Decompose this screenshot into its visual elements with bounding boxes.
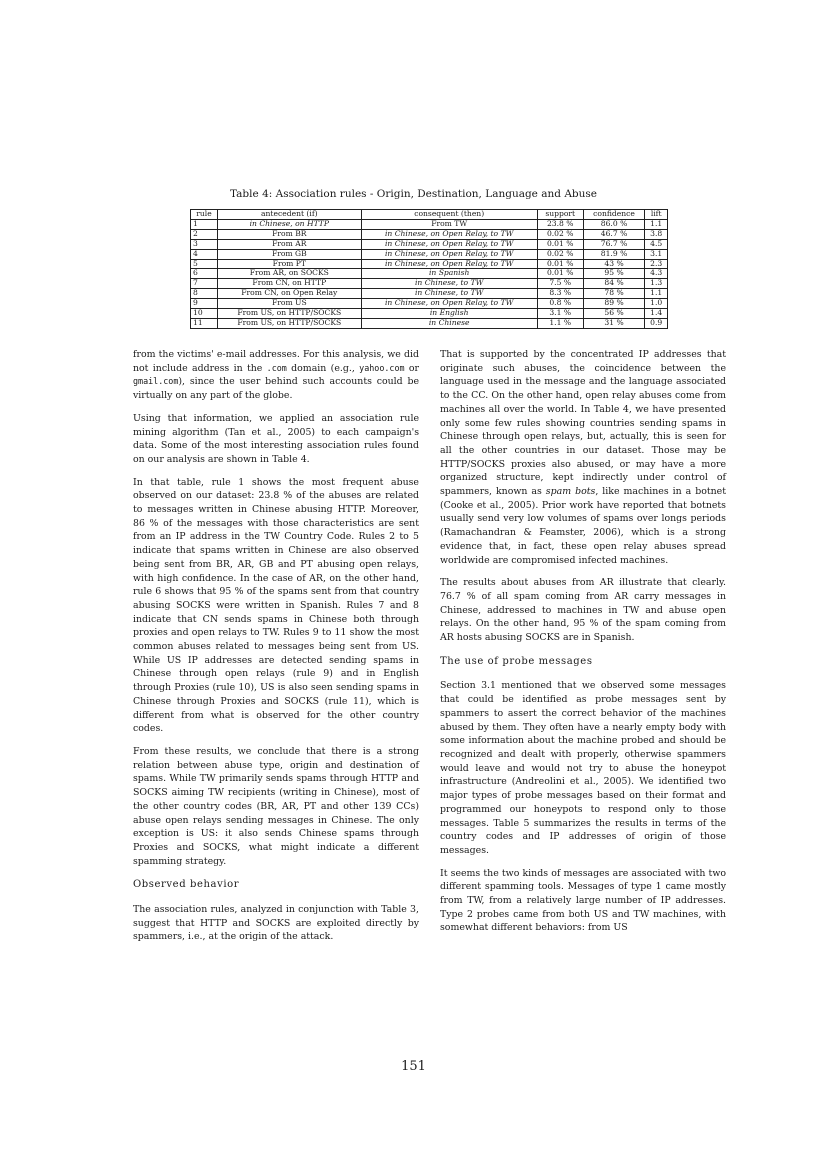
left-column [133, 348, 419, 953]
antecedent-cell: From CN, on Open Relay [218, 289, 362, 299]
header-antecedent: antecedent (if) [218, 210, 362, 220]
paragraph: From these results, we conclude that there is a strong relation between abuse type, origin and destination of spams. While TW primarily sends spams through HTTP and SOCKS aiming TW recipients (writing in Chinese), most of the other country codes (BR, AR, PT and other 139 CCs) abuse open relays sending messages in Chinese. The only exception is US: it also sends Chinese spams through Proxies and SOCKS, what might indicate a different spamming strategy. [133, 745, 419, 867]
table-row [191, 289, 668, 299]
support-cell: 3.1 % [537, 309, 583, 319]
paragraph: The results about abuses from AR illustrate that clearly. 76.7 % of all spam coming from AR carry messages in Chinese, addressed to machines in TW and abuse open relays. On the other hand, 95 % of the spam coming from AR hosts abusing SOCKS are in Spanish. [440, 577, 726, 644]
header-support: support [537, 210, 583, 220]
rule-cell: 9 [191, 299, 218, 309]
header-confidence: confidence [583, 210, 645, 220]
page-number: 151 [401, 1059, 426, 1074]
lift-cell: 3.1 [645, 249, 668, 259]
confidence-cell: 81.9 % [583, 249, 645, 259]
consequent-cell: in English [361, 309, 537, 319]
antecedent-cell: From US [218, 299, 362, 309]
lift-cell: 2.3 [645, 259, 668, 269]
table-row [191, 309, 668, 319]
paragraph: In that table, rule 1 shows the most frequent abuse observed on our dataset: 23.8 % of the abuses are related to messages written in Chinese abusing HTTP. Moreover, 86 % of the messages with those characteristics are sent from an IP address in the TW Country Code. Rules 2 to 5 indicate that spams written in Chinese are also observed being sent from BR, AR, GB and PT abusing open relays, with high confidence. In the case of AR, on the other hand, rule 6 shows that 95 % of the spams sent from that country abusing SOCKS were written in Spanish. Rules 7 and 8 indicate that CN sends spams in Chinese both through proxies and open relays to TW. Rules 9 to 11 show the most common abuses related to messages being sent from US. While US IP addresses are detected sending spams in Chinese through open relays (rule 9) and in English through Proxies (rule 10), US is also seen sending spams in Chinese through Proxies and SOCKS (rule 11), which is different from what is observed for the other country codes. [133, 476, 419, 735]
antecedent-cell: From GB [218, 249, 362, 259]
confidence-cell: 46.7 % [583, 229, 645, 239]
right-column [440, 348, 726, 944]
lift-cell: 4.3 [645, 269, 668, 279]
header-rule: rule [191, 210, 218, 220]
association-rules-table [190, 209, 668, 329]
table-body [191, 219, 668, 328]
antecedent-cell: From US, on HTTP/SOCKS [218, 309, 362, 319]
rule-cell: 10 [191, 309, 218, 319]
section-heading-probe-messages: The use of probe messages [440, 655, 593, 667]
code-yahoo: yahoo.com [359, 362, 405, 373]
support-cell: 1.1 % [537, 318, 583, 328]
table-row [191, 219, 668, 229]
lift-cell: 1.3 [645, 279, 668, 289]
table-row [191, 318, 668, 328]
table-caption: Table 4: Association rules - Origin, Destination, Language and Abuse [229, 188, 597, 200]
confidence-cell: 78 % [583, 289, 645, 299]
rule-cell: 6 [191, 269, 218, 279]
paragraph: Section 3.1 mentioned that we observed some messages that could be identified as probe messages sent by spammers to assert the correct behavior of the machines abused by them. They often have a nearly empty body with some information about the machine probed and should be recognized and dealt with properly, otherwise spammers would leave and would not try to abuse the honeypot infrastructure (Andreolini et al., 2005). We identified two major types of probe messages based on their format and programmed our honeypots to respond only to those messages. Table 5 summarizes the results in terms of the country codes and IP addresses of origin of those messages. [440, 680, 726, 856]
consequent-cell: in Spanish [361, 269, 537, 279]
confidence-cell: 56 % [583, 309, 645, 319]
table-row [191, 229, 668, 239]
consequent-cell: in Chinese [361, 318, 537, 328]
consequent-cell: in Chinese, on Open Relay, to TW [361, 299, 537, 309]
table-row [191, 279, 668, 289]
table-row [191, 299, 668, 309]
lift-cell: 1.4 [645, 309, 668, 319]
rule-cell: 8 [191, 289, 218, 299]
table-row [191, 239, 668, 249]
emphasis-spam-bots: spam bots [545, 486, 596, 498]
antecedent-cell: From AR, on SOCKS [218, 269, 362, 279]
code-gmail: gmail.com [133, 376, 179, 387]
rule-cell: 4 [191, 249, 218, 259]
rule-cell: 11 [191, 318, 218, 328]
lift-cell: 1.1 [645, 219, 668, 229]
rule-cell: 5 [191, 259, 218, 269]
confidence-cell: 89 % [583, 299, 645, 309]
consequent-cell: in Chinese, on Open Relay, to TW [361, 229, 537, 239]
lift-cell: 1.1 [645, 289, 668, 299]
rule-cell: 3 [191, 239, 218, 249]
confidence-cell: 76.7 % [583, 239, 645, 249]
code-com: .com [266, 362, 287, 373]
antecedent-cell: From CN, on HTTP [218, 279, 362, 289]
table-row [191, 259, 668, 269]
lift-cell: 3.8 [645, 229, 668, 239]
header-consequent: consequent (then) [361, 210, 537, 220]
antecedent-cell: From PT [218, 259, 362, 269]
header-lift: lift [645, 210, 668, 220]
lift-cell: 1.0 [645, 299, 668, 309]
table-row [191, 269, 668, 279]
confidence-cell: 43 % [583, 259, 645, 269]
support-cell: 8.3 % [537, 289, 583, 299]
paragraph: Using that information, we applied an association rule mining algorithm (Tan et al., 2005) to each campaign's data. Some of the most interesting association rules found on our analysis are shown in Table 4. [133, 412, 419, 465]
paragraph: The association rules, analyzed in conjunction with Table 3, suggest that HTTP and SOCKS are exploited directly by spammers, i.e., at the origin of the attack. [133, 904, 419, 943]
consequent-cell: in Chinese, on Open Relay, to TW [361, 259, 537, 269]
support-cell: 0.01 % [537, 259, 583, 269]
support-cell: 0.01 % [537, 239, 583, 249]
lift-cell: 0.9 [645, 318, 668, 328]
consequent-cell: From TW [361, 219, 537, 229]
support-cell: 23.8 % [537, 219, 583, 229]
support-cell: 0.02 % [537, 249, 583, 259]
rule-cell: 2 [191, 229, 218, 239]
table-header-row [191, 210, 668, 220]
confidence-cell: 86.0 % [583, 219, 645, 229]
antecedent-cell: From BR [218, 229, 362, 239]
consequent-cell: in Chinese, to TW [361, 279, 537, 289]
table-row [191, 249, 668, 259]
confidence-cell: 84 % [583, 279, 645, 289]
consequent-cell: in Chinese, on Open Relay, to TW [361, 239, 537, 249]
antecedent-cell: From US, on HTTP/SOCKS [218, 318, 362, 328]
rule-cell: 1 [191, 219, 218, 229]
support-cell: 0.01 % [537, 269, 583, 279]
antecedent-cell: From AR [218, 239, 362, 249]
paragraph: It seems the two kinds of messages are associated with two different spamming tools. Messages of type 1 came mostly from TW, from a relatively large number of IP addresses. Type 2 probes came from both US and TW machines, with somewhat different behaviors: from US [440, 867, 726, 934]
support-cell: 7.5 % [537, 279, 583, 289]
consequent-cell: in Chinese, to TW [361, 289, 537, 299]
confidence-cell: 95 % [583, 269, 645, 279]
paragraph: That is supported by the concentrated IP addresses that originate such abuses, the coincidence between the language used in the message and the language associated to the CC. On the other hand, open relay abuses come from machines all over the world. In Table 4, we have presented only some few rules showing countries sending spams in Chinese through open relays, but, actually, this is seen for all the other countries in our dataset. Those may be HTTP/SOCKS proxies also abused, or may have a more organized structure, kept indirectly under control of spammers, known as spam bots, like machines in a botnet (Cooke et al., 2005). Prior work have reported that botnets usually send very low volumes of spams over longs periods (Ramachandran & Feamster, 2006), which is a strong evidence that, in fact, these open relay abuses spread worldwide are compromised infected machines. [440, 349, 726, 566]
consequent-cell: in Chinese, on Open Relay, to TW [361, 249, 537, 259]
support-cell: 0.02 % [537, 229, 583, 239]
confidence-cell: 31 % [583, 318, 645, 328]
section-heading-observed-behavior: Observed behavior [133, 879, 240, 891]
support-cell: 0.8 % [537, 299, 583, 309]
lift-cell: 4.5 [645, 239, 668, 249]
paragraph: from the victims' e-mail addresses. For this analysis, we did not include address in the .com domain (e.g., yahoo.com or gmail.com), since the user behind such accounts could be virtually on any part of the globe. [133, 349, 420, 402]
rule-cell: 7 [191, 279, 218, 289]
antecedent-cell: in Chinese, on HTTP [218, 219, 362, 229]
